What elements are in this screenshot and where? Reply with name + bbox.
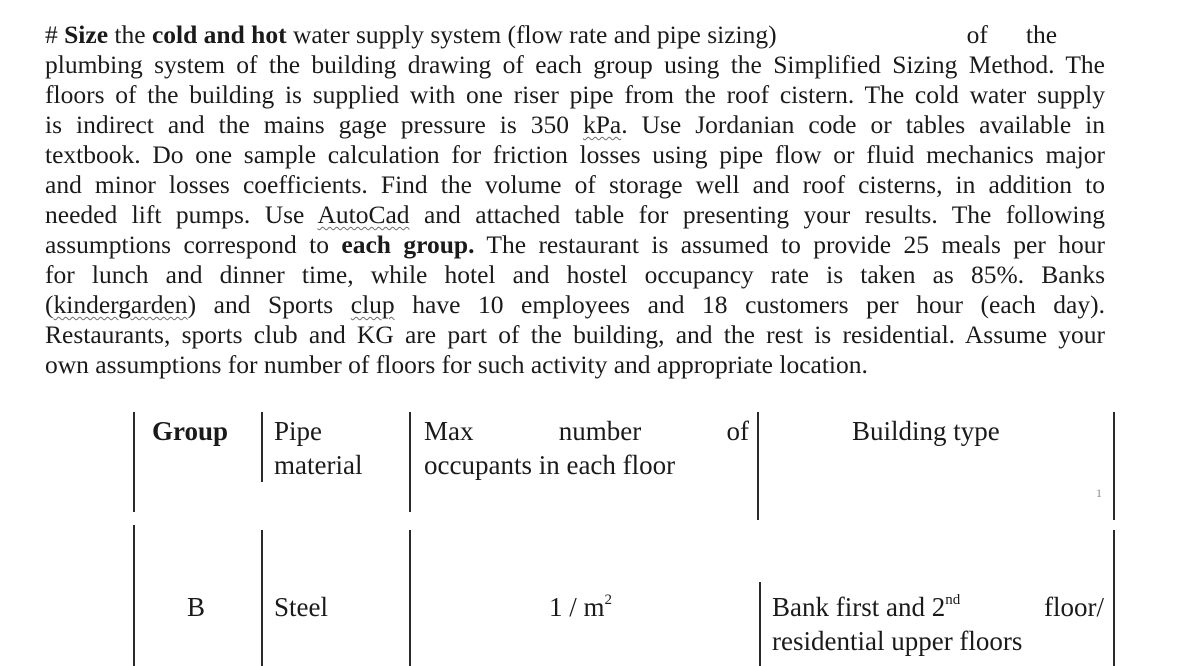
paragraph-line: plumbing system of the building drawing of each group using the Simplified Sizing Method. The [45,50,1105,79]
header-building-type: Building type [852,416,1000,446]
paragraph-line: needed lift pumps. Use AutoCad and attached table for presenting your results. The following [45,200,1105,229]
table-rule [409,530,411,666]
paragraph-line: is indirect and the mains gage pressure is 350 kPa. Use Jordanian code or tables available in [45,110,1105,139]
row-b-pipe: Steel [274,592,328,622]
paragraph-line: for lunch and dinner time, while hotel and hostel occupancy rate is taken as 85%. Banks [45,260,1105,289]
header-group: Group [152,416,229,446]
header-max-occupants: Max number of occupants in each floor [424,416,749,480]
paragraph-line: (kindergarden) and Sports clup have 10 employees and 18 customers per hour (each day). [45,290,1105,319]
table-rule [261,530,263,666]
table-rule [1113,412,1115,520]
table-rule [757,412,759,520]
paragraph-line: assumptions correspond to each group. The restaurant is assumed to provide 25 meals per hour [45,230,1105,259]
table-rule [409,412,411,512]
table-rule [133,525,135,666]
row-b-building-type: Bank first and 2nd floor/ residential upper floors [772,592,1104,656]
table-rule [759,582,761,666]
paragraph-line: floors of the building is supplied with one riser pipe from the roof cistern. The cold water supply [45,80,1105,109]
stray-mark: 1 [1096,486,1102,500]
table-rule [1113,530,1115,666]
paragraph-line: # Size the cold and hot water supply system (flow rate and pipe sizing) of the [45,20,1058,49]
table-rule [261,412,263,482]
paragraph-line: Restaurants, sports club and KG are part of the building, and the rest is residential. Assume your [45,320,1105,349]
paragraph-line: own assumptions for number of floors for such activity and appropriate location. [45,350,868,379]
row-b-max-occupants: $1 / m^2$ [549,592,613,622]
header-pipe-material: Pipe material [274,416,363,480]
paragraph-line: and minor losses coefficients. Find the volume of storage well and roof cisterns, in addition to [45,170,1105,199]
paragraph-line: textbook. Do one sample calculation for friction losses using pipe flow or fluid mechanics major [45,140,1105,169]
table-rule [133,412,135,512]
row-b-group: B [187,592,206,622]
